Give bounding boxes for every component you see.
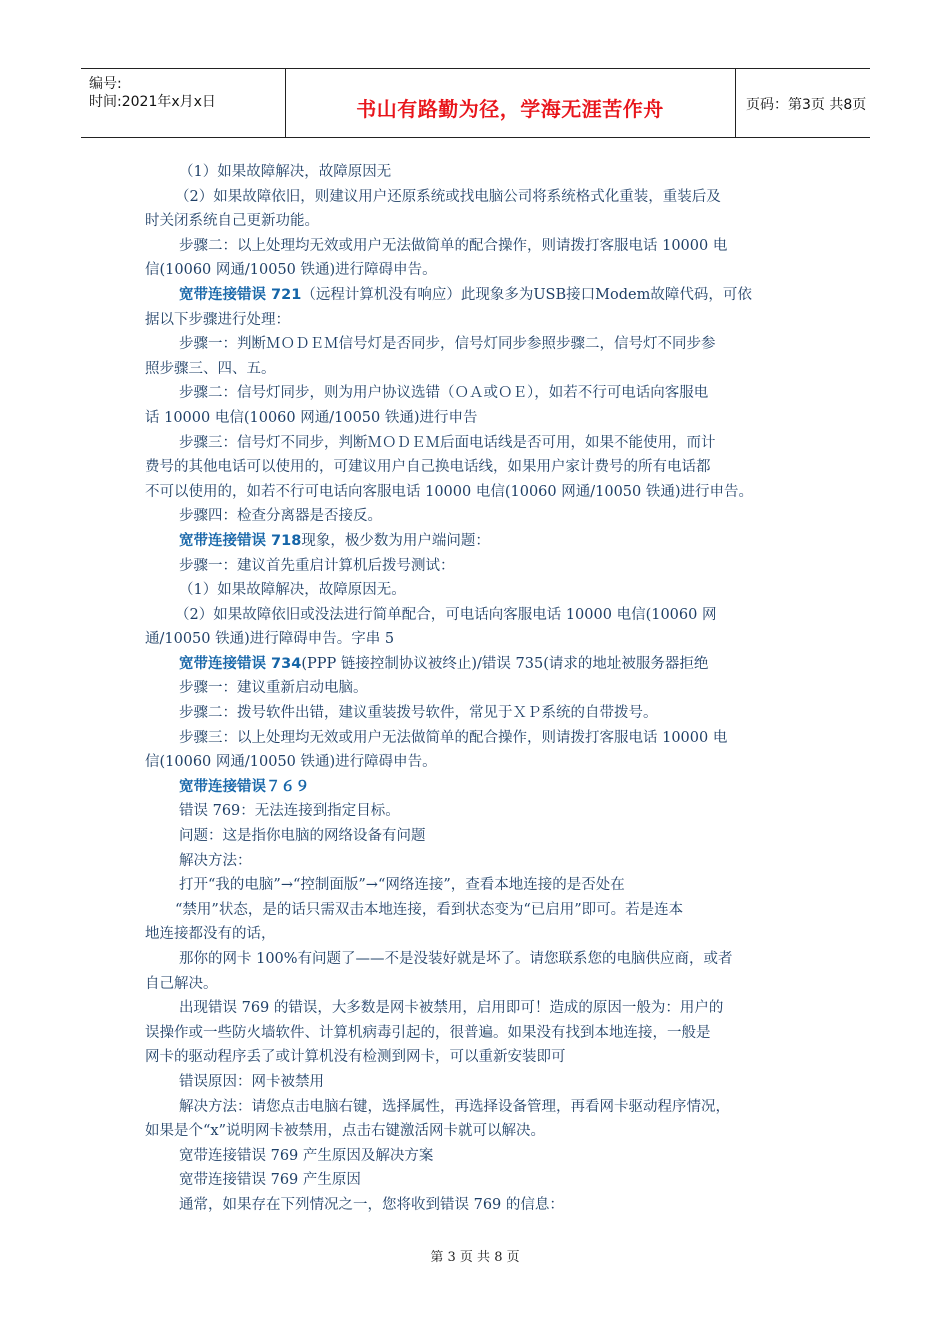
text-line	[145, 431, 805, 456]
line-text: 宽带连接错误 769 产生原因	[179, 1172, 361, 1189]
text-line	[145, 357, 805, 382]
header-page-cell	[736, 69, 870, 137]
error-heading: 宽带连接错误 734	[179, 655, 302, 672]
text-line	[145, 1119, 805, 1144]
line-text: 信(10060 网通/10050 铁通)进行障碍申告。	[145, 262, 437, 279]
line-text: 步骤一：判断ＭＯＤＥＭ信号灯是否同步，信号灯同步参照步骤二，信号灯不同步参	[179, 336, 716, 353]
text-line	[145, 455, 805, 480]
line-text: 地连接都没有的话，	[145, 926, 276, 943]
text-line	[145, 996, 805, 1021]
text-line	[145, 529, 805, 554]
line-text: 出现错误 769 的错误，大多数是网卡被禁用，启用即可！造成的原因一般为：用户的	[179, 1000, 724, 1017]
line-text: 问题：这是指你电脑的网络设备有问题	[179, 828, 426, 845]
text-line	[145, 332, 805, 357]
text-line	[145, 209, 805, 234]
line-text: 通常，如果存在下列情况之一，您将收到错误 769 的信息：	[179, 1196, 564, 1213]
text-line	[145, 185, 805, 210]
line-text: 步骤四：检查分离器是否接反。	[179, 508, 382, 525]
text-line	[145, 1095, 805, 1120]
text-line	[145, 283, 805, 308]
line-text: 自己解决。	[145, 975, 218, 992]
text-line	[145, 652, 805, 677]
line-text: 如果是个“x”说明网卡被禁用，点击右键激活网卡就可以解决。	[145, 1123, 546, 1140]
line-text: （2）如果故障依旧或没法进行简单配合，可电话向客服电话 10000 电信(10060 网	[175, 606, 717, 623]
text-line	[145, 701, 805, 726]
text-line	[145, 750, 805, 775]
text-line	[145, 849, 805, 874]
line-text: 现象，极少数为用户端问题：	[301, 532, 490, 549]
text-line	[145, 947, 805, 972]
text-line	[145, 578, 805, 603]
document-number-label: 编号:	[89, 76, 122, 92]
line-text: 宽带连接错误 769 产生原因及解决方案	[179, 1147, 434, 1164]
line-text: （2）如果故障依旧，则建议用户还原系统或找电脑公司将系统格式化重装，重装后及	[175, 188, 721, 205]
text-line	[145, 504, 805, 529]
header-meta	[81, 69, 286, 137]
line-text: 信(10060 网通/10050 铁通)进行障碍申告。	[145, 754, 437, 771]
text-line	[145, 1144, 805, 1169]
line-text: 步骤三：信号灯不同步，判断ＭＯＤＥＭ后面电话线是否可用，如果不能使用，而计	[179, 434, 716, 451]
text-line	[145, 799, 805, 824]
text-line	[145, 922, 805, 947]
line-text: （1）如果故障解决，故障原因无	[179, 164, 392, 180]
motto-text: 书山有路勤为径，学海无涯苦作舟	[356, 97, 664, 121]
line-text: 步骤三：以上处理均无效或用户无法做简单的配合操作，则请拨打客服电话 10000 电	[179, 729, 728, 746]
line-text: 费号的其他电话可以使用的，可建议用户自己换电话线，如果用户家计费号的所有电话都	[145, 459, 711, 476]
line-text: 解决方法：	[179, 852, 252, 869]
text-line	[145, 1021, 805, 1046]
line-text: 据以下步骤进行处理：	[145, 311, 290, 328]
line-text: 时关闭系统自己更新功能。	[145, 213, 319, 230]
text-line	[145, 972, 805, 997]
line-text: 步骤一：建议首先重启计算机后拨号测试：	[179, 557, 455, 574]
text-line	[145, 726, 805, 751]
text-line	[145, 308, 805, 333]
header-motto-cell	[285, 69, 736, 137]
line-text: 步骤二：信号灯同步，则为用户协议选错（ＯＡ或ＯＥ），如若不行可电话向客服电	[179, 385, 709, 402]
line-text: 解决方法：请您点击电脑右键，选择属性，再选择设备管理，再看网卡驱动程序情况，	[179, 1098, 730, 1115]
line-text: 照步骤三、四、五。	[145, 360, 276, 377]
text-line	[145, 554, 805, 579]
line-text: （1）如果故障解决，故障原因无。	[179, 582, 406, 599]
text-line	[145, 1168, 805, 1193]
text-line	[145, 824, 805, 849]
line-text: 打开“我的电脑”→“控制面版”→“网络连接”，查看本地连接的是否处在	[179, 877, 625, 894]
line-text: 步骤一：建议重新启动电脑。	[179, 680, 368, 697]
text-line	[145, 258, 805, 283]
text-line	[145, 234, 805, 259]
line-text: 话 10000 电信(10060 网通/10050 铁通)进行申告	[145, 409, 478, 426]
text-line	[145, 775, 805, 800]
text-line	[145, 1193, 805, 1218]
text-line	[145, 1070, 805, 1095]
line-text: 不可以使用的，如若不行可电话向客服电话 10000 电信(10060 网通/10050 铁通)进行申告。	[145, 483, 754, 500]
page-header	[81, 68, 870, 138]
text-line	[145, 873, 805, 898]
text-line	[145, 1045, 805, 1070]
line-text: 那你的网卡 100%有问题了——不是没装好就是坏了。请您联系您的电脑供应商，或者	[179, 951, 733, 967]
text-line	[145, 603, 805, 628]
document-time-label: 时间:2021年x月x日	[89, 94, 216, 110]
line-text: 通/10050 铁通)进行障碍申告。字串 5	[145, 631, 395, 648]
text-line	[145, 898, 805, 923]
line-text: (PPP 链接控制协议被终止)/错误 735(请求的地址被服务器拒绝	[301, 655, 709, 672]
text-line	[145, 160, 805, 185]
text-line	[145, 406, 805, 431]
text-line	[145, 676, 805, 701]
line-text: 错误原因：网卡被禁用	[179, 1073, 324, 1090]
line-text: 误操作或一些防火墙软件、计算机病毒引起的，很普遍。如果没有找到本地连接，一般是	[145, 1024, 711, 1041]
line-text: “禁用”状态，是的话只需双击本地连接，看到状态变为“已启用”即可。若是连本	[175, 901, 684, 918]
error-heading: 宽带连接错误７６９	[179, 778, 310, 795]
error-heading: 宽带连接错误 718	[179, 532, 302, 549]
page-info: 页码：第3页 共8页	[746, 97, 867, 113]
page-footer: 第 3 页 共 8 页	[430, 1250, 520, 1265]
text-line	[145, 480, 805, 505]
text-line	[145, 627, 805, 652]
document-body	[145, 160, 805, 1218]
error-heading: 宽带连接错误 721	[179, 286, 302, 303]
line-text: 网卡的驱动程序丢了或计算机没有检测到网卡，可以重新安装即可	[145, 1049, 566, 1066]
text-line	[145, 381, 805, 406]
line-text: 步骤二：以上处理均无效或用户无法做简单的配合操作，则请拨打客服电话 10000 电	[179, 237, 728, 254]
line-text: 错误 769：无法连接到指定目标。	[179, 803, 400, 820]
line-text: 步骤二：拨号软件出错，建议重装拨号软件，常见于ＸＰ系统的自带拨号。	[179, 705, 658, 722]
line-text: （远程计算机没有响应）此现象多为USB接口Modem故障代码，可依	[301, 286, 752, 303]
